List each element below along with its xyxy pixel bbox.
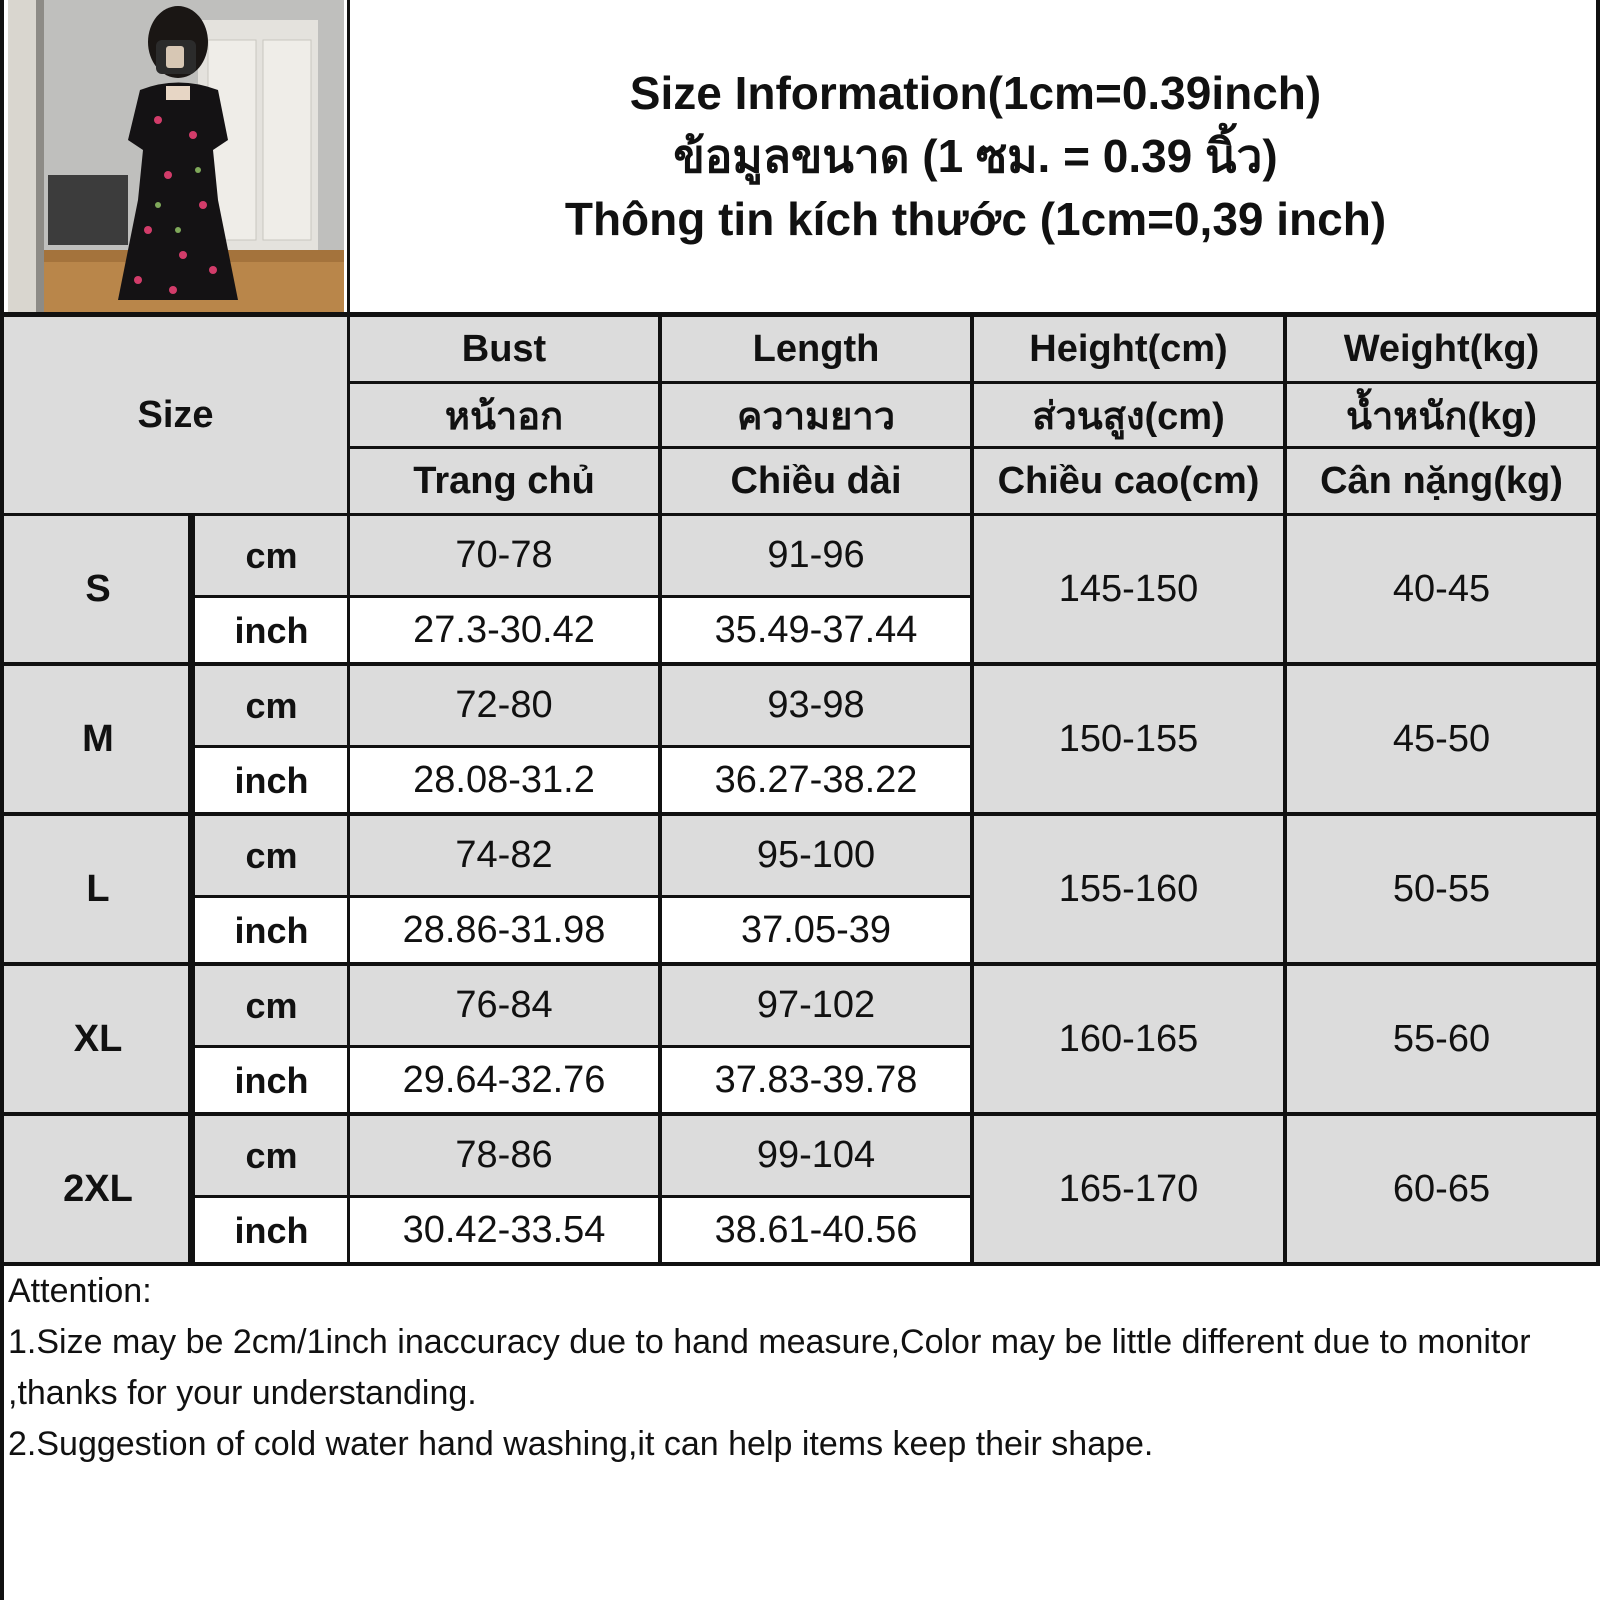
height-label-th: ส่วนสูง(cm) xyxy=(1032,395,1225,438)
bust-cm-cell xyxy=(350,1116,658,1195)
border-right xyxy=(1596,0,1600,1266)
length-cm-cell xyxy=(662,966,970,1045)
height-label-en: Height(cm) xyxy=(1029,327,1228,370)
bust-inch-cell-text: 28.08-31.2 xyxy=(413,759,595,801)
divider-photo xyxy=(347,0,350,1266)
size-cell xyxy=(4,516,192,662)
bust-label-th: หน้าอก xyxy=(444,395,564,438)
attention-notes xyxy=(8,1266,1593,1470)
weight-cell xyxy=(1287,666,1596,812)
divider-header-2 xyxy=(350,446,1600,449)
bust-inch-cell xyxy=(350,748,658,813)
weight-cell-text: 50-55 xyxy=(1392,867,1491,910)
size-cell xyxy=(4,816,192,962)
weight-cell-text: 45-50 xyxy=(1392,717,1491,760)
divider-sub-1 xyxy=(195,745,970,748)
dress-photo-illustration xyxy=(8,0,344,312)
title-english: Size Information(1cm=0.39inch) xyxy=(629,66,1322,119)
divider-sub-2 xyxy=(195,895,970,898)
divider-sub-3 xyxy=(195,1045,970,1048)
height-cell xyxy=(974,516,1283,662)
bust-inch-cell xyxy=(350,1048,658,1113)
height-cell xyxy=(974,1116,1283,1262)
weight-cell-text: 55-60 xyxy=(1392,1017,1491,1060)
divider-col-2 xyxy=(1283,317,1287,1266)
length-cm-cell-text: 99-104 xyxy=(756,1134,876,1176)
bust-cm-cell xyxy=(350,516,658,595)
size-cell-text: S xyxy=(85,567,111,610)
length-cm-cell-text: 93-98 xyxy=(767,684,865,726)
divider-header-bottom xyxy=(0,513,1600,516)
unit-inch-cell-text: inch xyxy=(234,1059,309,1101)
size-cell xyxy=(4,966,192,1112)
length-inch-cell-text: 37.83-39.78 xyxy=(714,1059,918,1101)
bust-cm-cell xyxy=(350,966,658,1045)
bust-inch-cell xyxy=(350,898,658,963)
height-cell-text: 145-150 xyxy=(1058,567,1199,610)
weight-label-vi: Cân nặng(kg) xyxy=(1320,459,1563,502)
bust-inch-cell-text: 27.3-30.42 xyxy=(413,609,595,651)
length-inch-cell xyxy=(662,748,970,813)
divider-row-2 xyxy=(0,962,1600,966)
attention-note-1: 1.Size may be 2cm/1inch inaccuracy due to hand measure,Color may be little different due to monitor ,thanks for your understanding. xyxy=(8,1323,1531,1412)
weight-label-th: น้ำหนัก(kg) xyxy=(1345,395,1537,438)
attention-note-2: 2.Suggestion of cold water hand washing,it can help items keep their shape. xyxy=(8,1425,1154,1463)
unit-cm-cell-text: cm xyxy=(245,684,298,726)
unit-cm-cell xyxy=(195,966,348,1045)
bust-cm-cell-text: 72-80 xyxy=(455,684,553,726)
unit-cm-cell-text: cm xyxy=(245,534,298,576)
unit-inch-cell xyxy=(195,1048,348,1113)
unit-cm-cell xyxy=(195,516,348,595)
unit-cm-cell xyxy=(195,666,348,745)
unit-inch-cell xyxy=(195,898,348,963)
unit-inch-cell xyxy=(195,1198,348,1263)
bust-header-th xyxy=(350,384,658,446)
length-label-th: ความยาว xyxy=(736,395,896,438)
height-cell-text: 160-165 xyxy=(1058,1017,1199,1060)
length-inch-cell-text: 37.05-39 xyxy=(740,909,891,951)
divider-title xyxy=(0,312,1600,317)
unit-inch-cell-text: inch xyxy=(234,909,309,951)
bust-inch-cell-text: 28.86-31.98 xyxy=(402,909,606,951)
length-header-en xyxy=(662,317,970,381)
attention-heading: Attention: xyxy=(8,1272,152,1310)
unit-inch-cell xyxy=(195,748,348,813)
unit-cm-cell xyxy=(195,816,348,895)
length-cm-cell-text: 97-102 xyxy=(756,984,876,1026)
height-header-en xyxy=(974,317,1283,381)
unit-cm-cell-text: cm xyxy=(245,834,298,876)
size-cell xyxy=(4,666,192,812)
height-cell xyxy=(974,666,1283,812)
bust-header-vi xyxy=(350,449,658,513)
divider-sub-0 xyxy=(195,595,970,598)
length-inch-cell-text: 35.49-37.44 xyxy=(714,609,918,651)
bust-label-en: Bust xyxy=(461,327,547,370)
unit-cm-cell-text: cm xyxy=(245,984,298,1026)
bust-cm-cell-text: 70-78 xyxy=(455,534,553,576)
length-cm-cell xyxy=(662,666,970,745)
length-label-vi: Chiều dài xyxy=(730,459,902,502)
length-cm-cell xyxy=(662,816,970,895)
bust-cm-cell xyxy=(350,666,658,745)
border-left xyxy=(0,0,4,1600)
bust-cm-cell-text: 76-84 xyxy=(455,984,553,1026)
length-inch-cell xyxy=(662,898,970,963)
weight-cell-text: 60-65 xyxy=(1392,1167,1491,1210)
length-cm-cell-text: 91-96 xyxy=(767,534,865,576)
unit-inch-cell-text: inch xyxy=(234,609,309,651)
bust-cm-cell xyxy=(350,816,658,895)
bust-cm-cell-text: 78-86 xyxy=(455,1134,553,1176)
length-inch-cell-text: 36.27-38.22 xyxy=(714,759,918,801)
bust-cm-cell-text: 74-82 xyxy=(455,834,553,876)
divider-col-1 xyxy=(970,317,974,1266)
divider-sub-4 xyxy=(195,1195,970,1198)
weight-header-vi xyxy=(1287,449,1596,513)
unit-inch-cell xyxy=(195,598,348,663)
divider-row-0 xyxy=(0,662,1600,666)
length-cm-cell-text: 95-100 xyxy=(756,834,876,876)
bust-inch-cell-text: 30.42-33.54 xyxy=(402,1209,606,1251)
title-thai: ข้อมูลขนาด (1 ซม. = 0.39 นิ้ว) xyxy=(673,129,1278,182)
height-cell-text: 165-170 xyxy=(1058,1167,1199,1210)
weight-header-en xyxy=(1287,317,1596,381)
size-cell-text: M xyxy=(82,717,114,760)
length-inch-cell-text: 38.61-40.56 xyxy=(714,1209,918,1251)
length-label-en: Length xyxy=(752,327,880,370)
product-photo xyxy=(8,0,344,312)
length-header-th xyxy=(662,384,970,446)
bust-inch-cell-text: 29.64-32.76 xyxy=(402,1059,606,1101)
weight-header-th xyxy=(1287,384,1596,446)
weight-cell xyxy=(1287,816,1596,962)
height-header-th xyxy=(974,384,1283,446)
length-inch-cell xyxy=(662,598,970,663)
divider-col-0 xyxy=(658,317,662,1266)
unit-inch-cell-text: inch xyxy=(234,759,309,801)
size-cell-text: XL xyxy=(73,1017,123,1060)
unit-inch-cell-text: inch xyxy=(234,1209,309,1251)
length-cm-cell xyxy=(662,1116,970,1195)
unit-cm-cell xyxy=(195,1116,348,1195)
weight-cell xyxy=(1287,966,1596,1112)
weight-cell-text: 40-45 xyxy=(1392,567,1491,610)
size-info-title xyxy=(351,0,1600,312)
weight-label-en: Weight(kg) xyxy=(1343,327,1540,370)
length-inch-cell xyxy=(662,1198,970,1263)
divider-row-3 xyxy=(0,1112,1600,1116)
height-cell-text: 150-155 xyxy=(1058,717,1199,760)
height-cell-text: 155-160 xyxy=(1058,867,1199,910)
bust-label-vi: Trang chủ xyxy=(413,459,595,502)
bust-header-en xyxy=(350,317,658,381)
size-header-label: Size xyxy=(137,393,214,436)
size-cell xyxy=(4,1116,192,1262)
unit-cm-cell-text: cm xyxy=(245,1134,298,1176)
divider-size-unit xyxy=(188,516,195,1266)
bust-inch-cell xyxy=(350,598,658,663)
height-header-vi xyxy=(974,449,1283,513)
length-cm-cell xyxy=(662,516,970,595)
weight-cell xyxy=(1287,1116,1596,1262)
height-cell xyxy=(974,816,1283,962)
weight-cell xyxy=(1287,516,1596,662)
size-cell-text: L xyxy=(86,867,110,910)
height-cell xyxy=(974,966,1283,1112)
divider-row-1 xyxy=(0,812,1600,816)
divider-header-1 xyxy=(350,381,1600,384)
size-header-cell xyxy=(4,317,347,513)
bust-inch-cell xyxy=(350,1198,658,1263)
title-vietnamese: Thông tin kích thước (1cm=0,39 inch) xyxy=(564,192,1387,245)
length-header-vi xyxy=(662,449,970,513)
length-inch-cell xyxy=(662,1048,970,1113)
size-cell-text: 2XL xyxy=(63,1167,133,1210)
height-label-vi: Chiều cao(cm) xyxy=(997,459,1260,502)
